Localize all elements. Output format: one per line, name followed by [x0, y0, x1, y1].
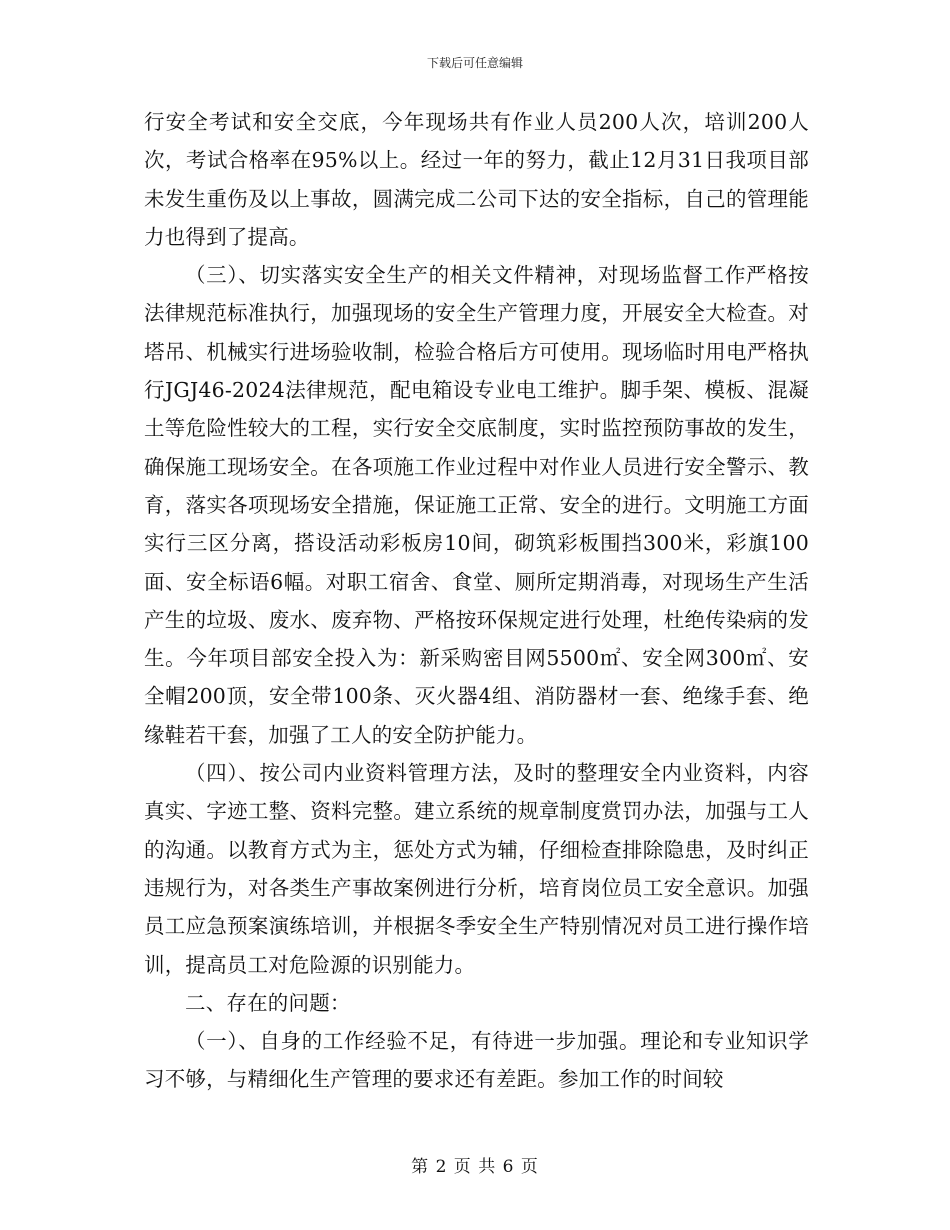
section-heading: 二、存在的问题：	[185, 990, 351, 1015]
paragraph-3: （四）、按公司内业资料管理方法，及时的整理安全内业资料，内容真实、字迹工整、资料完整。建立系统的规章制度赏罚办法，加强与工人的沟通。以教育方式为主，惩处方式为辅，仔细检查排除隐患，及时纠正违规行为，对各类生产事故案例进行分析，培育岗位员工安全意识。加强员工应急预案演练培训，并根据冬季安全生产特别情况对员工进行操作培训，提高员工对危险源的识别能力。	[144, 761, 809, 977]
paragraph-1: 行安全考试和安全交底，今年现场共有作业人员200人次，培训200人次，考试合格率在95%以上。经过一年的努力，截止12月31日我项目部未发生重伤及以上事故，圆满完成二公司下达的安全指标，自己的管理能力也得到了提高。	[144, 110, 809, 249]
page-header: 下载后可任意编辑	[426, 56, 523, 70]
document-body	[144, 103, 809, 1099]
paragraph-2: （三）、切实落实安全生产的相关文件精神，对现场监督工作严格按法律规范标准执行，加强现场的安全生产管理力度，开展安全大检查。对塔吊、机械实行进场验收制，检验合格后方可使用。现场临时用电严格执行JGJ46-2024法律规范，配电箱设专业电工维护。脚手架、模板、混凝土等危险性较大的工程，实行安全交底制度，实时监控预防事故的发生，确保施工现场安全。在各项施工作业过程中对作业人员进行安全警示、教育，落实各项现场安全措施，保证施工正常、安全的进行。文明施工方面实行三区分离，搭设活动彩板房10间，砌筑彩板围挡300米，彩旗100面、安全标语6幅。对职工宿舍、食堂、厕所定期消毒，对现场生产生活产生的垃圾、废水、废弃物、严格按环保规定进行处理，杜绝传染病的发生。今年项目部安全投入为：新采购密目网5500㎡、安全网300㎡、安全帽200顶，安全带100条、灭火器4组、消防器材一套、绝缘手套、绝缘鞋若干套，加强了工人的安全防护能力。	[144, 263, 809, 747]
page-footer: 第 2 页 共 6 页	[411, 1157, 539, 1177]
paragraph-4: （一）、自身的工作经验不足，有待进一步加强。理论和专业知识学习不够，与精细化生产管理的要求还有差距。参加工作的时间较	[144, 1029, 809, 1092]
